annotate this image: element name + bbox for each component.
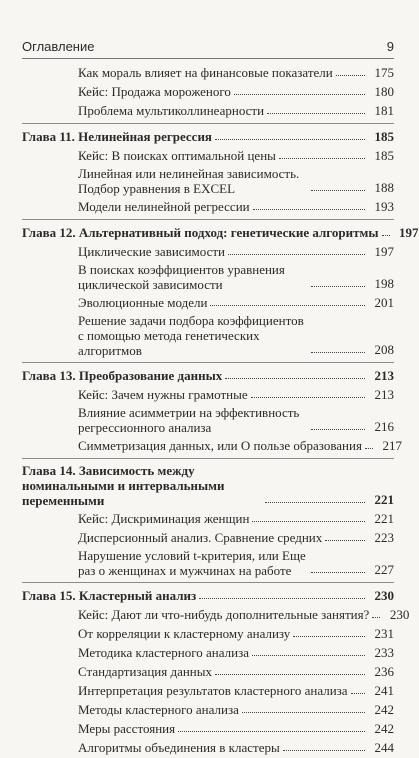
dot-leader [365, 447, 373, 449]
toc-entry-title: Модели нелинейной регрессии [78, 199, 250, 214]
dot-leader [311, 351, 365, 353]
toc-entry-page: 216 [374, 419, 394, 434]
toc-entry-title: Глава 14. Зависимость между номинальными и интервальными переменными [22, 463, 225, 508]
toc-section-entry[interactable] [22, 83, 394, 102]
toc-section-entry[interactable] [22, 243, 394, 262]
toc-entry-page: 181 [374, 103, 394, 118]
dot-leader [199, 597, 365, 599]
toc-section-entry[interactable] [22, 166, 394, 198]
dot-leader [311, 428, 365, 430]
toc-section-entry[interactable] [22, 262, 394, 294]
toc-section-entry[interactable] [22, 64, 394, 83]
dot-leader [283, 749, 365, 751]
toc-section-entry[interactable] [22, 147, 394, 166]
toc-entry-title: Кейс: Дают ли что-нибудь дополнительные занятия? [78, 607, 370, 622]
dot-leader [351, 692, 365, 694]
toc-entry-title: Глава 12. Альтернативный подход: генетические алгоритмы [22, 225, 379, 240]
toc-section-entry[interactable] [22, 386, 394, 405]
toc-entry-title: Линейная или нелинейная зависимость. Подбор уравнения в EXCEL [78, 166, 300, 196]
dot-leader [252, 654, 365, 656]
dot-leader [265, 501, 365, 503]
toc-entry-title: Кейс: Зачем нужны грамотные [78, 387, 248, 402]
dot-leader [251, 396, 365, 398]
toc-section-entry[interactable] [22, 701, 394, 720]
toc-entry-page: 236 [374, 664, 394, 679]
toc-entry-title: Методика кластерного анализа [78, 645, 249, 660]
dot-leader [311, 571, 365, 573]
toc-entry-title: Влияние асимметрии на эффективность регрессионного анализа [78, 405, 300, 435]
toc-entry-page: 198 [374, 276, 394, 291]
toc-section-entry[interactable] [22, 720, 394, 739]
toc-entry-page: 221 [374, 511, 394, 526]
toc-entry-page: 197 [399, 225, 419, 240]
toc-entry-title: Стандартизация данных [78, 664, 212, 679]
toc-entry-title: Эволюционные модели [78, 295, 208, 310]
toc-entry-page: 244 [374, 740, 394, 755]
header-rule [22, 58, 394, 59]
toc-entry-title: Интерпретация результатов кластерного анализа [78, 683, 348, 698]
toc-entry-title: Глава 15. Кластерный анализ [22, 588, 197, 603]
toc-section-entry[interactable] [22, 313, 394, 360]
dot-leader [234, 93, 365, 95]
toc-entry-page: 201 [374, 295, 394, 310]
toc-section-entry[interactable] [22, 663, 394, 682]
dot-leader [228, 253, 365, 255]
toc-entry-title: В поисках коэффициентов уравнения циклической зависимости [78, 262, 285, 292]
toc-entry-page: 188 [374, 180, 394, 195]
dot-leader [279, 157, 365, 159]
toc-entry-page: 197 [374, 244, 394, 259]
dot-leader [382, 234, 390, 236]
toc-entry-title: Кейс: В поисках оптимальной цены [78, 148, 276, 163]
toc-section-entry[interactable] [22, 682, 394, 701]
toc-entry-page: 185 [374, 148, 394, 163]
toc-entry-title: От корреляции к кластерному анализу [78, 626, 291, 641]
toc-section-entry[interactable] [22, 294, 394, 313]
toc-entry-page: 241 [374, 683, 394, 698]
toc-section-entry[interactable] [22, 529, 394, 548]
toc-entry-title: Кейс: Продажа мороженого [78, 84, 231, 99]
toc-chapter-entry[interactable] [22, 458, 394, 510]
toc-section-entry[interactable] [22, 405, 394, 437]
toc-section-entry[interactable] [22, 510, 394, 529]
toc-entry-title: Дисперсионный анализ. Сравнение средних [78, 530, 323, 545]
toc-entry-title: Проблема мультиколлинеарности [78, 103, 265, 118]
dot-leader [252, 520, 365, 522]
table-of-contents [22, 64, 419, 758]
toc-entry-page: 213 [374, 387, 394, 402]
toc-entry-title: Симметризация данных, или О пользе образования [78, 438, 362, 453]
running-title: Оглавление [22, 39, 95, 54]
dot-leader [210, 304, 365, 306]
dot-leader [267, 112, 365, 114]
toc-entry-page: 193 [374, 199, 394, 214]
toc-chapter-entry[interactable] [22, 123, 394, 147]
toc-entry-title: Алгоритмы объединения в кластеры [78, 740, 280, 755]
toc-section-entry[interactable] [22, 625, 394, 644]
toc-entry-page: 213 [374, 368, 394, 383]
toc-entry-title: Глава 13. Преобразование данных [22, 368, 223, 383]
toc-entry-page: 230 [374, 588, 394, 603]
toc-entry-page: 242 [374, 702, 394, 717]
toc-chapter-entry[interactable] [22, 219, 419, 243]
dot-leader [215, 673, 365, 675]
dot-leader [311, 285, 365, 287]
toc-entry-page: 242 [374, 721, 394, 736]
dot-leader [178, 730, 365, 732]
toc-entry-title: Кейс: Дискриминация женщин [78, 511, 250, 526]
toc-entry-title: Методы кластерного анализа [78, 702, 239, 717]
toc-section-entry[interactable] [22, 198, 394, 217]
dot-leader [372, 616, 380, 618]
page-number: 9 [386, 39, 394, 54]
toc-entry-page: 231 [374, 626, 394, 641]
toc-entry-title: Циклические зависимости [78, 244, 225, 259]
toc-entry-page: 221 [374, 492, 394, 507]
toc-chapter-entry[interactable] [22, 582, 394, 606]
dot-leader [325, 539, 365, 541]
toc-section-entry[interactable] [22, 548, 394, 580]
toc-section-entry[interactable] [22, 102, 394, 121]
toc-entry-page: 223 [374, 530, 394, 545]
dot-leader [336, 74, 365, 76]
dot-leader [293, 635, 365, 637]
toc-entry-page: 175 [374, 65, 394, 80]
toc-entry-page: 180 [374, 84, 394, 99]
dot-leader [242, 711, 365, 713]
toc-entry-page: 185 [374, 129, 394, 144]
toc-entry-page: 227 [374, 562, 394, 577]
toc-chapter-entry[interactable] [22, 362, 394, 386]
toc-section-entry[interactable] [22, 606, 410, 625]
toc-section-entry[interactable] [22, 739, 394, 758]
toc-entry-page: 217 [382, 438, 402, 453]
dot-leader [225, 377, 365, 379]
toc-entry-title: Как мораль влияет на финансовые показатели [78, 65, 333, 80]
toc-entry-page: 230 [389, 607, 410, 622]
toc-entry-page: 233 [374, 645, 394, 660]
page-header [22, 34, 394, 54]
toc-section-entry[interactable] [22, 644, 394, 663]
toc-entry-title: Нарушение условий t-критерия, или Еще раз о женщинах и мужчинах на работе [78, 548, 306, 578]
toc-entry-title: Глава 11. Нелинейная регрессия [22, 129, 212, 144]
toc-entry-page: 208 [374, 342, 394, 357]
dot-leader [253, 208, 365, 210]
toc-section-entry[interactable] [22, 437, 402, 456]
toc-entry-title: Меры расстояния [78, 721, 176, 736]
toc-entry-title: Решение задачи подбора коэффициентов с помощью метода генетических алгоритмов [78, 313, 304, 358]
dot-leader [215, 138, 365, 140]
dot-leader [311, 189, 365, 191]
